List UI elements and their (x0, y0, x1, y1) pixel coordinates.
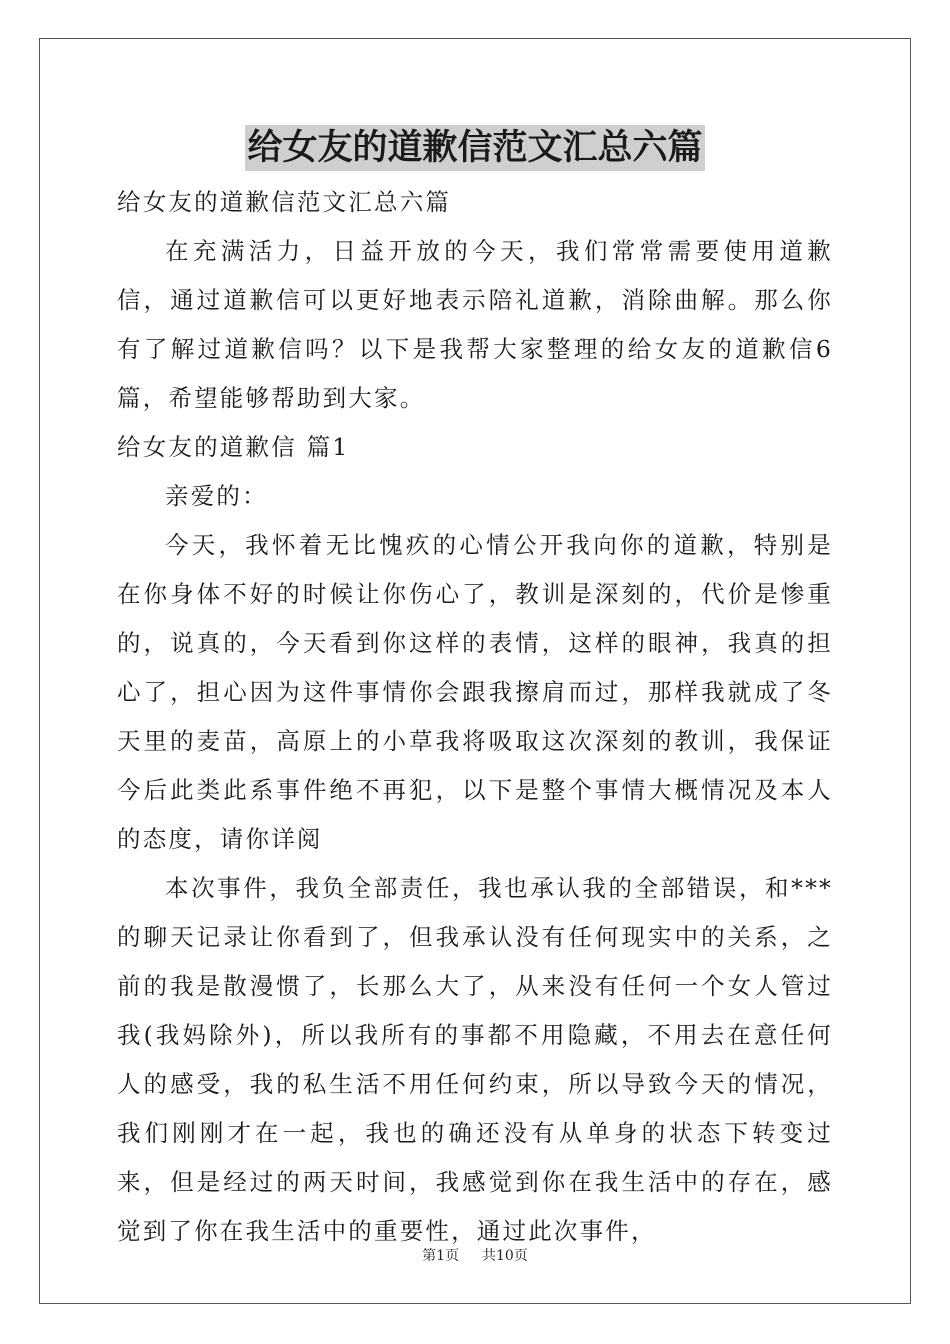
document-body (117, 178, 833, 1256)
title-area (0, 125, 950, 171)
section-heading: 给女友的道歉信 篇1 (117, 433, 350, 461)
body-paragraph-2: 本次事件，我负全部责任，我也承认我的全部错误，和***的聊天记录让你看到了，但我承认没有任何现实中的关系，之前的我是散漫惯了，长那么大了，从来没有任何一个女人管过我(我妈除外)，所以我所有的事都不用隐藏，不用去在意任何人的感受，我的私生活不用任何约束，所以导致今天的情况，我们刚刚才在一起，我也的确还没有从单身的状态下转变过来，但是经过的两天时间，我感觉到你在我生活中的存在，感觉到了你在我生活中的重要性，通过此次事件， (117, 874, 833, 1245)
page-number: 第1页 (422, 1248, 460, 1264)
document-subtitle: 给女友的道歉信范文汇总六篇 (117, 188, 452, 216)
page-total: 共10页 (482, 1248, 528, 1264)
intro-paragraph: 在充满活力，日益开放的今天，我们常常需要使用道歉信，通过道歉信可以更好地表示陪礼道歉，消除曲解。那么你有了解过道歉信吗？以下是我帮大家整理的给女友的道歉信6篇，希望能够帮助到大家。 (117, 237, 833, 412)
page-footer (0, 1246, 950, 1266)
document-title: 给女友的道歉信范文汇总六篇 (245, 125, 704, 171)
body-paragraph-1: 今天，我怀着无比愧疚的心情公开我向你的道歉，特别是在你身体不好的时候让你伤心了，教训是深刻的，代价是惨重的，说真的，今天看到你这样的表情，这样的眼神，我真的担心了，担心因为这件事情你会跟我擦肩而过，那样我就成了冬天里的麦苗，高原上的小草我将吸取这次深刻的教训，我保证今后此类此系事件绝不再犯，以下是整个事情大概情况及本人的态度，请你详阅 (117, 531, 833, 853)
salutation: 亲爱的： (165, 482, 268, 510)
